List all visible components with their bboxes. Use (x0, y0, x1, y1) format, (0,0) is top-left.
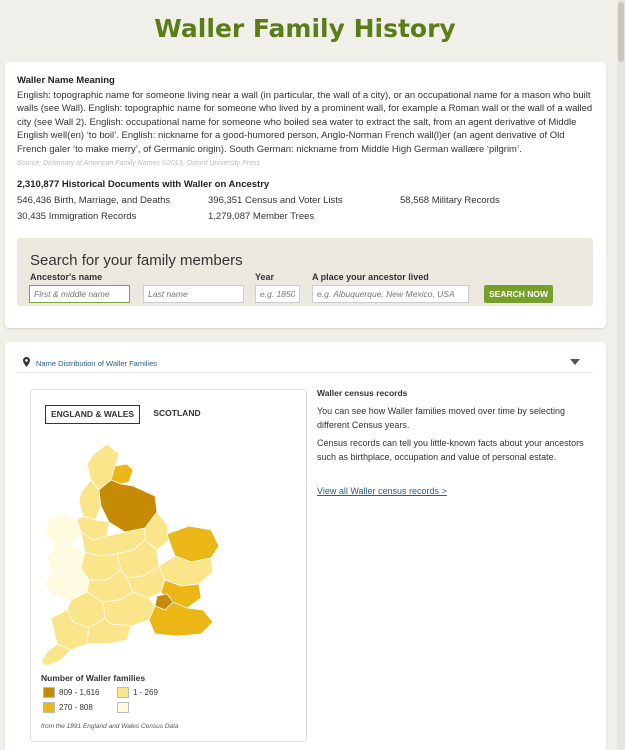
legend-label-medium: 270 - 808 (59, 703, 93, 712)
census-description-2: Census records can tell you little-known facts about your ancestors such as birthplace, occupation and value of personal estate. (317, 438, 584, 462)
map-region-north-wales (45, 514, 81, 546)
tab-england-wales[interactable]: ENGLAND & WALES (45, 405, 140, 424)
name-distribution-card (5, 342, 606, 750)
stat-member-trees: 1,279,087 Member Trees (208, 211, 315, 222)
name-meaning-card (5, 62, 606, 328)
name-meaning-source: Source: Dictionary of American Family Names ©2013, Oxford University Press (17, 160, 260, 167)
legend-swatch-high (43, 687, 55, 698)
page-scrollbar[interactable] (617, 0, 625, 750)
name-distribution-toggle[interactable]: Name Distribution of Waller Families (36, 359, 158, 368)
scrollbar-thumb[interactable] (618, 2, 624, 62)
documents-heading: 2,310,877 Historical Documents with Waller on Ancestry (17, 179, 270, 190)
map-region-kent-sussex (149, 602, 213, 636)
england-wales-map[interactable] (41, 440, 241, 670)
distribution-map-panel (30, 389, 307, 742)
census-records-title: Waller census records (317, 388, 408, 398)
search-form (17, 238, 593, 306)
place-label: A place your ancestor lived (312, 272, 429, 282)
page-title: Waller Family History (154, 14, 456, 43)
map-source-note: from the 1891 England and Wales Census Data (41, 723, 179, 730)
legend-swatch-low (117, 687, 129, 698)
last-name-input[interactable] (143, 285, 244, 303)
view-census-records-link[interactable]: View all Waller census records > (317, 486, 447, 496)
tab-scotland[interactable]: SCOTLAND (153, 408, 201, 418)
legend-label-low: 1 - 269 (133, 688, 158, 697)
stat-immigration: 30,435 Immigration Records (17, 211, 137, 222)
chevron-down-icon[interactable] (570, 359, 580, 365)
stat-census-voter: 396,351 Census and Voter Lists (208, 195, 343, 206)
name-meaning-heading: Waller Name Meaning (17, 75, 115, 86)
first-name-input[interactable] (29, 285, 130, 303)
census-description-1: You can see how Waller families moved over time by selecting different Census years. (317, 406, 565, 430)
name-meaning-section (17, 74, 593, 171)
map-pin-icon (23, 357, 30, 367)
divider (17, 372, 593, 373)
legend-swatch-medium (43, 702, 55, 713)
year-input[interactable] (255, 285, 300, 303)
search-title: Search for your family members (30, 252, 243, 269)
name-meaning-text: English: topographic name for someone living near a wall (in particular, the wall of a city), or an occupational name for a mason who built walls (see Wall). English: topographic name for someone who lived by a prominent wall, for example a Roman wall or the wall of a walled city (see Wall 2). English: occupational name for someone who boiled sea water to extract the salt, from an agent derivative of Middle English well(en) ‘to boil’. English: nickname for a good-humored person, Anglo-Norman French wall(l)er (an agent derivative of Old French galer ‘to make merry’, of Germanic origin). South German: nickname from Middle High German wallære ‘pilgrim’. (17, 89, 593, 155)
place-input[interactable] (312, 285, 469, 303)
stat-birth-marriage-death: 546,436 Birth, Marriage, and Deaths (17, 195, 171, 206)
ancestor-name-label: Ancestor's name (30, 272, 103, 282)
legend-swatch-none (117, 702, 129, 713)
legend-label-high: 809 - 1,616 (59, 688, 100, 697)
year-label: Year (255, 272, 275, 282)
search-now-button[interactable]: SEARCH NOW (484, 285, 553, 303)
legend-title: Number of Waller families (41, 673, 146, 683)
stat-military: 58,568 Military Records (400, 195, 500, 206)
